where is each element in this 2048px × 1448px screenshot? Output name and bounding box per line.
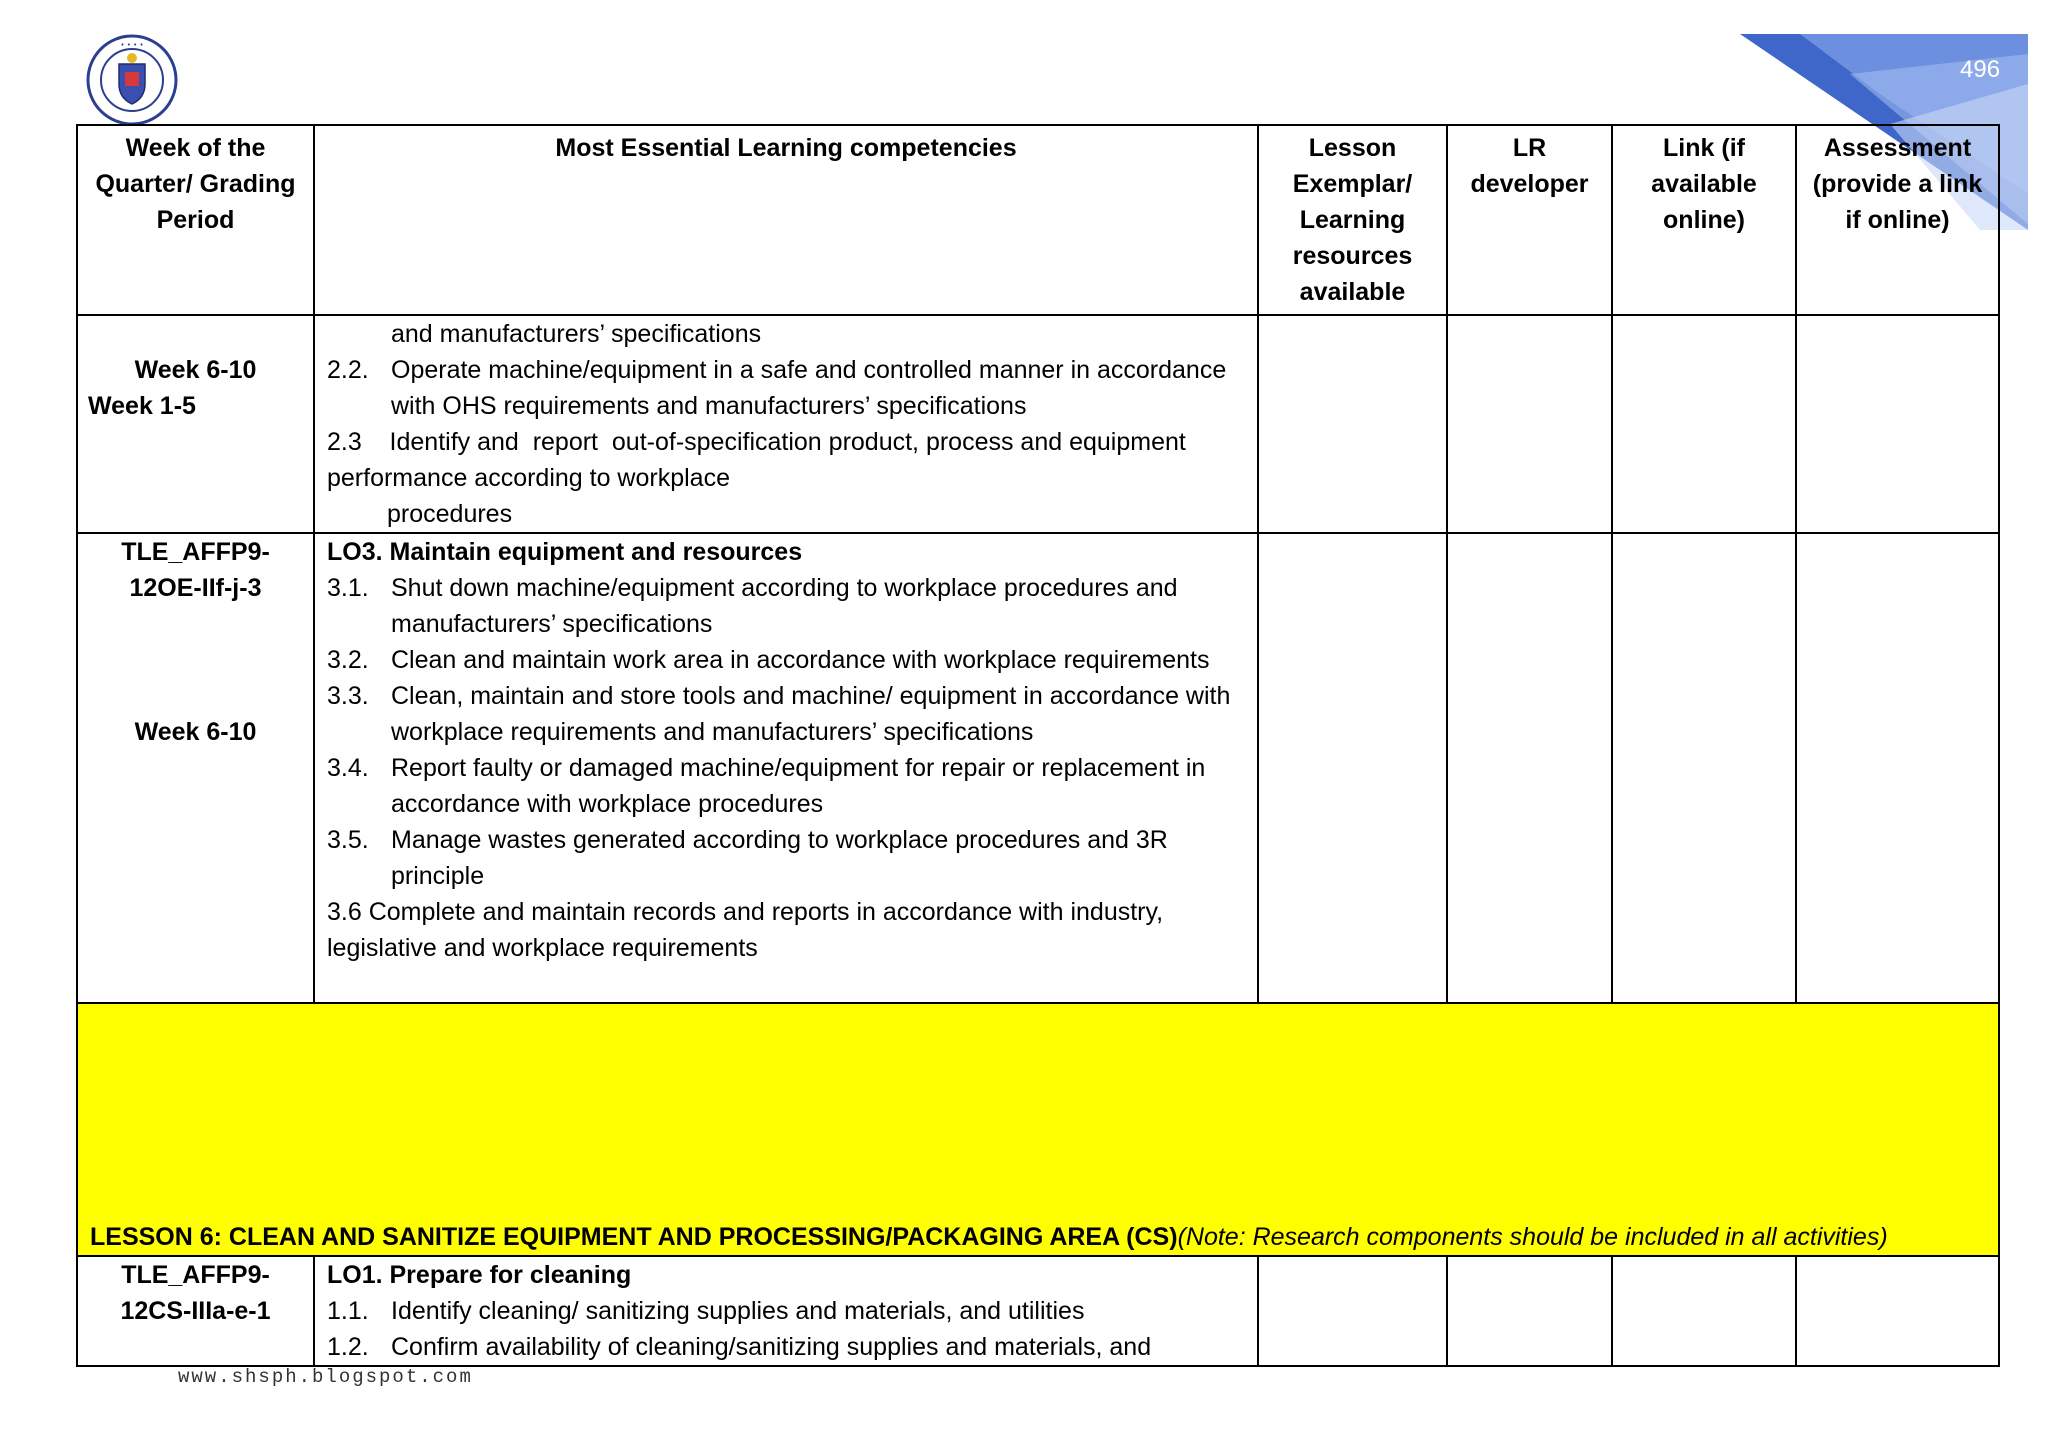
lesson-cell xyxy=(1258,1256,1447,1366)
list-item: 3.6 Complete and maintain records and reports in accordance with industry, legislative and workplace requirements xyxy=(327,898,1164,962)
week-label: Week 1-5 xyxy=(88,392,196,420)
week-label: Week 6-10 xyxy=(134,356,257,384)
list-item: 2.3 Identify and report out-of-specification product, process and equipment performance according to workplace xyxy=(327,428,1193,492)
item-number: 3.5. xyxy=(327,826,369,854)
page-number: 496 xyxy=(1960,56,2001,83)
item-text: Clean and maintain work area in accordance with workplace requirements xyxy=(391,646,1210,674)
header-assessment: Assessment (provide a link if online) xyxy=(1796,125,1999,315)
footer-url[interactable]: www.shsph.blogspot.com xyxy=(178,1366,473,1388)
list-item xyxy=(327,1329,1245,1365)
learning-outcome: LO1. Prepare for cleaning xyxy=(327,1261,632,1289)
item-text: Shut down machine/equipment according to workplace procedures and manufacturers’ specifications xyxy=(391,574,1178,638)
competency-cell xyxy=(314,1256,1258,1366)
list-item xyxy=(327,750,1245,822)
header-link: Link (if available online) xyxy=(1612,125,1796,315)
header-lr-developer: LR developer xyxy=(1447,125,1612,315)
list-item xyxy=(327,352,1245,424)
item-text: Manage wastes generated according to workplace procedures and 3R principle xyxy=(391,826,1168,890)
item-number: 2.2. xyxy=(327,356,369,384)
competency-continuation: and manufacturers’ specifications xyxy=(391,320,762,348)
item-number: 3.4. xyxy=(327,754,369,782)
table-row xyxy=(77,315,1999,533)
list-item-continuation: procedures xyxy=(387,500,513,528)
list-item xyxy=(327,570,1245,642)
lr-cell xyxy=(1447,315,1612,533)
week-cell xyxy=(77,315,314,533)
competency-code: TLE_AFFP9-12OE-IIf-j-3 xyxy=(121,538,270,602)
assessment-cell xyxy=(1796,533,1999,1003)
header-row xyxy=(77,125,1999,315)
list-item xyxy=(327,1293,1245,1329)
item-number: 3.2. xyxy=(327,646,369,674)
competency-code: TLE_AFFP9-12CS-IIIa-e-1 xyxy=(120,1261,271,1325)
item-text: Operate machine/equipment in a safe and controlled manner in accordance with OHS requirements and manufacturers’ specifications xyxy=(391,356,1227,420)
week-label: Week 6-10 xyxy=(134,718,257,746)
assessment-cell xyxy=(1796,315,1999,533)
header-competencies: Most Essential Learning competencies xyxy=(314,125,1258,315)
list-item xyxy=(327,822,1245,894)
item-text: Report faulty or damaged machine/equipment for repair or replacement in accordance with workplace procedures xyxy=(391,754,1206,818)
table-row xyxy=(77,533,1999,1003)
lesson-cell xyxy=(1258,315,1447,533)
lr-cell xyxy=(1447,533,1612,1003)
list-item xyxy=(327,642,1245,678)
item-number: 1.1. xyxy=(327,1297,369,1325)
item-number: 1.2. xyxy=(327,1333,369,1361)
list-item xyxy=(327,678,1245,750)
header-lesson-exemplar: Lesson Exemplar/ Learning resources available xyxy=(1258,125,1447,315)
lesson-title: LESSON 6: CLEAN AND SANITIZE EQUIPMENT AND PROCESSING/PACKAGING AREA (CS) xyxy=(90,1223,1178,1251)
lesson-cell xyxy=(1258,533,1447,1003)
week-cell xyxy=(77,533,314,1003)
header-week: Week of the Quarter/ Grading Period xyxy=(77,125,314,315)
assessment-cell xyxy=(1796,1256,1999,1366)
item-text: Confirm availability of cleaning/sanitizing supplies and materials, and xyxy=(391,1333,1152,1361)
item-number: 3.3. xyxy=(327,682,369,710)
link-cell xyxy=(1612,533,1796,1003)
week-cell xyxy=(77,1256,314,1366)
curriculum-table xyxy=(76,124,2000,1367)
svg-text:• • • •: • • • • xyxy=(120,41,144,49)
table-row xyxy=(77,1256,1999,1366)
item-number: 3.1. xyxy=(327,574,369,602)
lesson-banner-row xyxy=(77,1003,1999,1256)
competency-cell xyxy=(314,315,1258,533)
lr-cell xyxy=(1447,1256,1612,1366)
deped-seal-icon xyxy=(86,34,178,126)
item-text: Clean, maintain and store tools and machine/ equipment in accordance with workplace requirements and manufacturers’ specifications xyxy=(391,682,1231,746)
learning-outcome: LO3. Maintain equipment and resources xyxy=(327,538,803,566)
lesson-note: (Note: Research components should be included in all activities) xyxy=(1177,1223,1888,1251)
link-cell xyxy=(1612,1256,1796,1366)
lesson-banner xyxy=(77,1003,1999,1256)
competency-cell xyxy=(314,533,1258,1003)
item-text: Identify cleaning/ sanitizing supplies and materials, and utilities xyxy=(391,1297,1085,1325)
link-cell xyxy=(1612,315,1796,533)
